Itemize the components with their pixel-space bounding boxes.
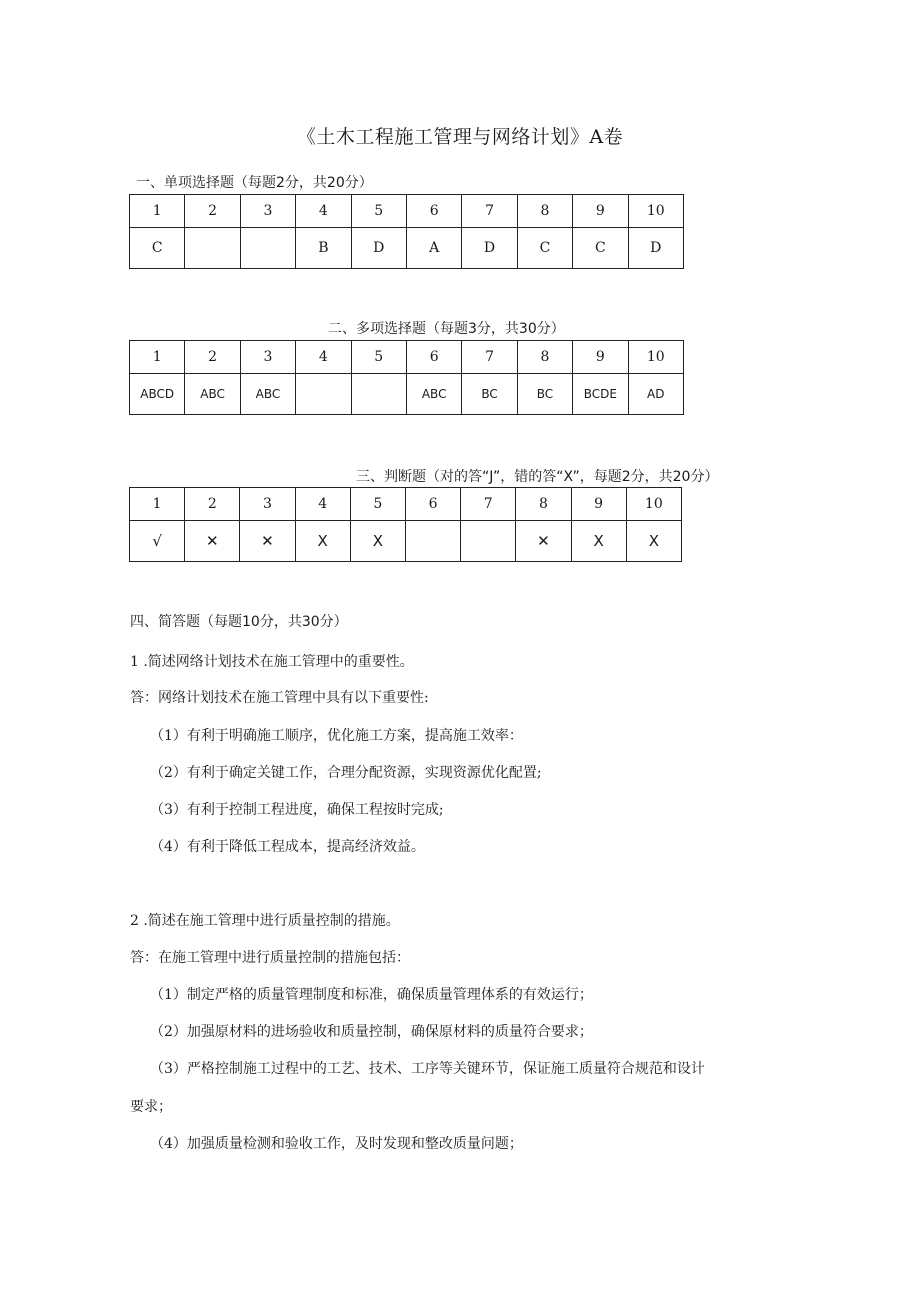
- answer-cell: BC: [462, 374, 517, 415]
- question-2-point: （3）严格控制施工过程中的工艺、技术、工序等关键环节，保证施工质量符合规范和设计: [150, 1061, 705, 1077]
- question-number: 7: [462, 341, 517, 374]
- section2-heading: 二、多项选择题（每题3分，共30分）: [328, 321, 565, 337]
- answer-cell: [240, 228, 295, 269]
- answer-cell: ABC: [185, 374, 240, 415]
- question-2-point-continued: 要求；: [130, 1099, 172, 1115]
- answer-cell: [296, 374, 351, 415]
- exam-title: 《土木工程施工管理与网络计划》A卷: [296, 126, 624, 148]
- answer-cell: C: [573, 228, 628, 269]
- question-2-point: （1）制定严格的质量管理制度和标准，确保质量管理体系的有效运行；: [150, 987, 593, 1003]
- answer-cell: ✕: [185, 521, 240, 562]
- question-2-answer-intro: 答：在施工管理中进行质量控制的措施包括：: [130, 950, 410, 966]
- answer-cell: C: [130, 228, 185, 269]
- question-number: 3: [240, 341, 295, 374]
- question-number: 8: [516, 488, 571, 521]
- question-number: 7: [462, 195, 517, 228]
- answer-cell: D: [351, 228, 406, 269]
- answer-cell: D: [462, 228, 517, 269]
- table-row: [130, 228, 684, 269]
- question-number: 6: [406, 341, 461, 374]
- answer-cell: C: [517, 228, 572, 269]
- question-number: 9: [573, 341, 628, 374]
- question-number: 3: [240, 195, 295, 228]
- question-number: 9: [573, 195, 628, 228]
- question-number: 5: [351, 195, 406, 228]
- question-number: 2: [185, 341, 240, 374]
- section4-heading: 四、简答题（每题10分，共30分）: [130, 614, 348, 630]
- question-number: 4: [296, 341, 351, 374]
- question-1-answer-intro: 答：网络计划技术在施工管理中具有以下重要性:: [130, 690, 429, 706]
- question-number: 5: [351, 341, 406, 374]
- question-number: 2: [185, 195, 240, 228]
- question-number: 2: [185, 488, 240, 521]
- answer-cell: ✕: [240, 521, 295, 562]
- question-number: 10: [628, 195, 683, 228]
- question-number: 9: [571, 488, 626, 521]
- question-1-point: （4）有利于降低工程成本，提高经济效益。: [150, 839, 425, 855]
- true-false-table: [129, 487, 682, 562]
- multi-choice-table: [129, 340, 684, 415]
- answer-cell: X: [295, 521, 350, 562]
- table-row: [130, 488, 682, 521]
- answer-cell: [461, 521, 516, 562]
- answer-cell: [405, 521, 460, 562]
- question-2-point: （2）加强原材料的进场验收和质量控制，确保原材料的质量符合要求；: [150, 1024, 593, 1040]
- single-choice-table: [129, 194, 684, 269]
- question-2-point: （4）加强质量检测和验收工作，及时发现和整改质量问题；: [150, 1136, 523, 1152]
- answer-cell: BC: [517, 374, 572, 415]
- answer-cell: [185, 228, 240, 269]
- answer-cell: ABC: [406, 374, 461, 415]
- answer-cell: ABCD: [130, 374, 185, 415]
- question-number: 8: [517, 195, 572, 228]
- question-1-text: 1 .简述网络计划技术在施工管理中的重要性。: [130, 654, 414, 670]
- answer-cell: X: [350, 521, 405, 562]
- question-number: 8: [517, 341, 572, 374]
- answer-cell: [351, 374, 406, 415]
- section3-heading: 三、判断题（对的答“J”，错的答“X”，每题2分，共20分）: [356, 469, 719, 485]
- question-number: 4: [296, 195, 351, 228]
- section1-heading: 一、单项选择题（每题2分，共20分）: [136, 175, 373, 191]
- answer-cell: X: [626, 521, 681, 562]
- question-1-point: （3）有利于控制工程进度，确保工程按时完成;: [150, 802, 444, 818]
- answer-cell: AD: [628, 374, 683, 415]
- question-1-point: （1）有利于明确施工顺序，优化施工方案，提高施工效率：: [150, 728, 523, 744]
- answer-cell: X: [571, 521, 626, 562]
- answer-cell: √: [130, 521, 185, 562]
- question-number: 1: [130, 341, 185, 374]
- question-number: 10: [628, 341, 683, 374]
- question-number: 6: [406, 195, 461, 228]
- answer-cell: ✕: [516, 521, 571, 562]
- answer-cell: A: [406, 228, 461, 269]
- table-row: [130, 374, 684, 415]
- question-number: 10: [626, 488, 681, 521]
- question-1-point: （2）有利于确定关键工作，合理分配资源，实现资源优化配置;: [150, 765, 542, 781]
- question-number: 1: [130, 195, 185, 228]
- answer-cell: BCDE: [573, 374, 628, 415]
- question-number: 7: [461, 488, 516, 521]
- table-row: [130, 195, 684, 228]
- table-row: [130, 521, 682, 562]
- question-number: 5: [350, 488, 405, 521]
- question-number: 1: [130, 488, 185, 521]
- question-number: 4: [295, 488, 350, 521]
- answer-cell: ABC: [240, 374, 295, 415]
- question-number: 6: [405, 488, 460, 521]
- table-row: [130, 341, 684, 374]
- answer-cell: B: [296, 228, 351, 269]
- question-number: 3: [240, 488, 295, 521]
- question-2-text: 2 .简述在施工管理中进行质量控制的措施。: [130, 913, 400, 929]
- answer-cell: D: [628, 228, 683, 269]
